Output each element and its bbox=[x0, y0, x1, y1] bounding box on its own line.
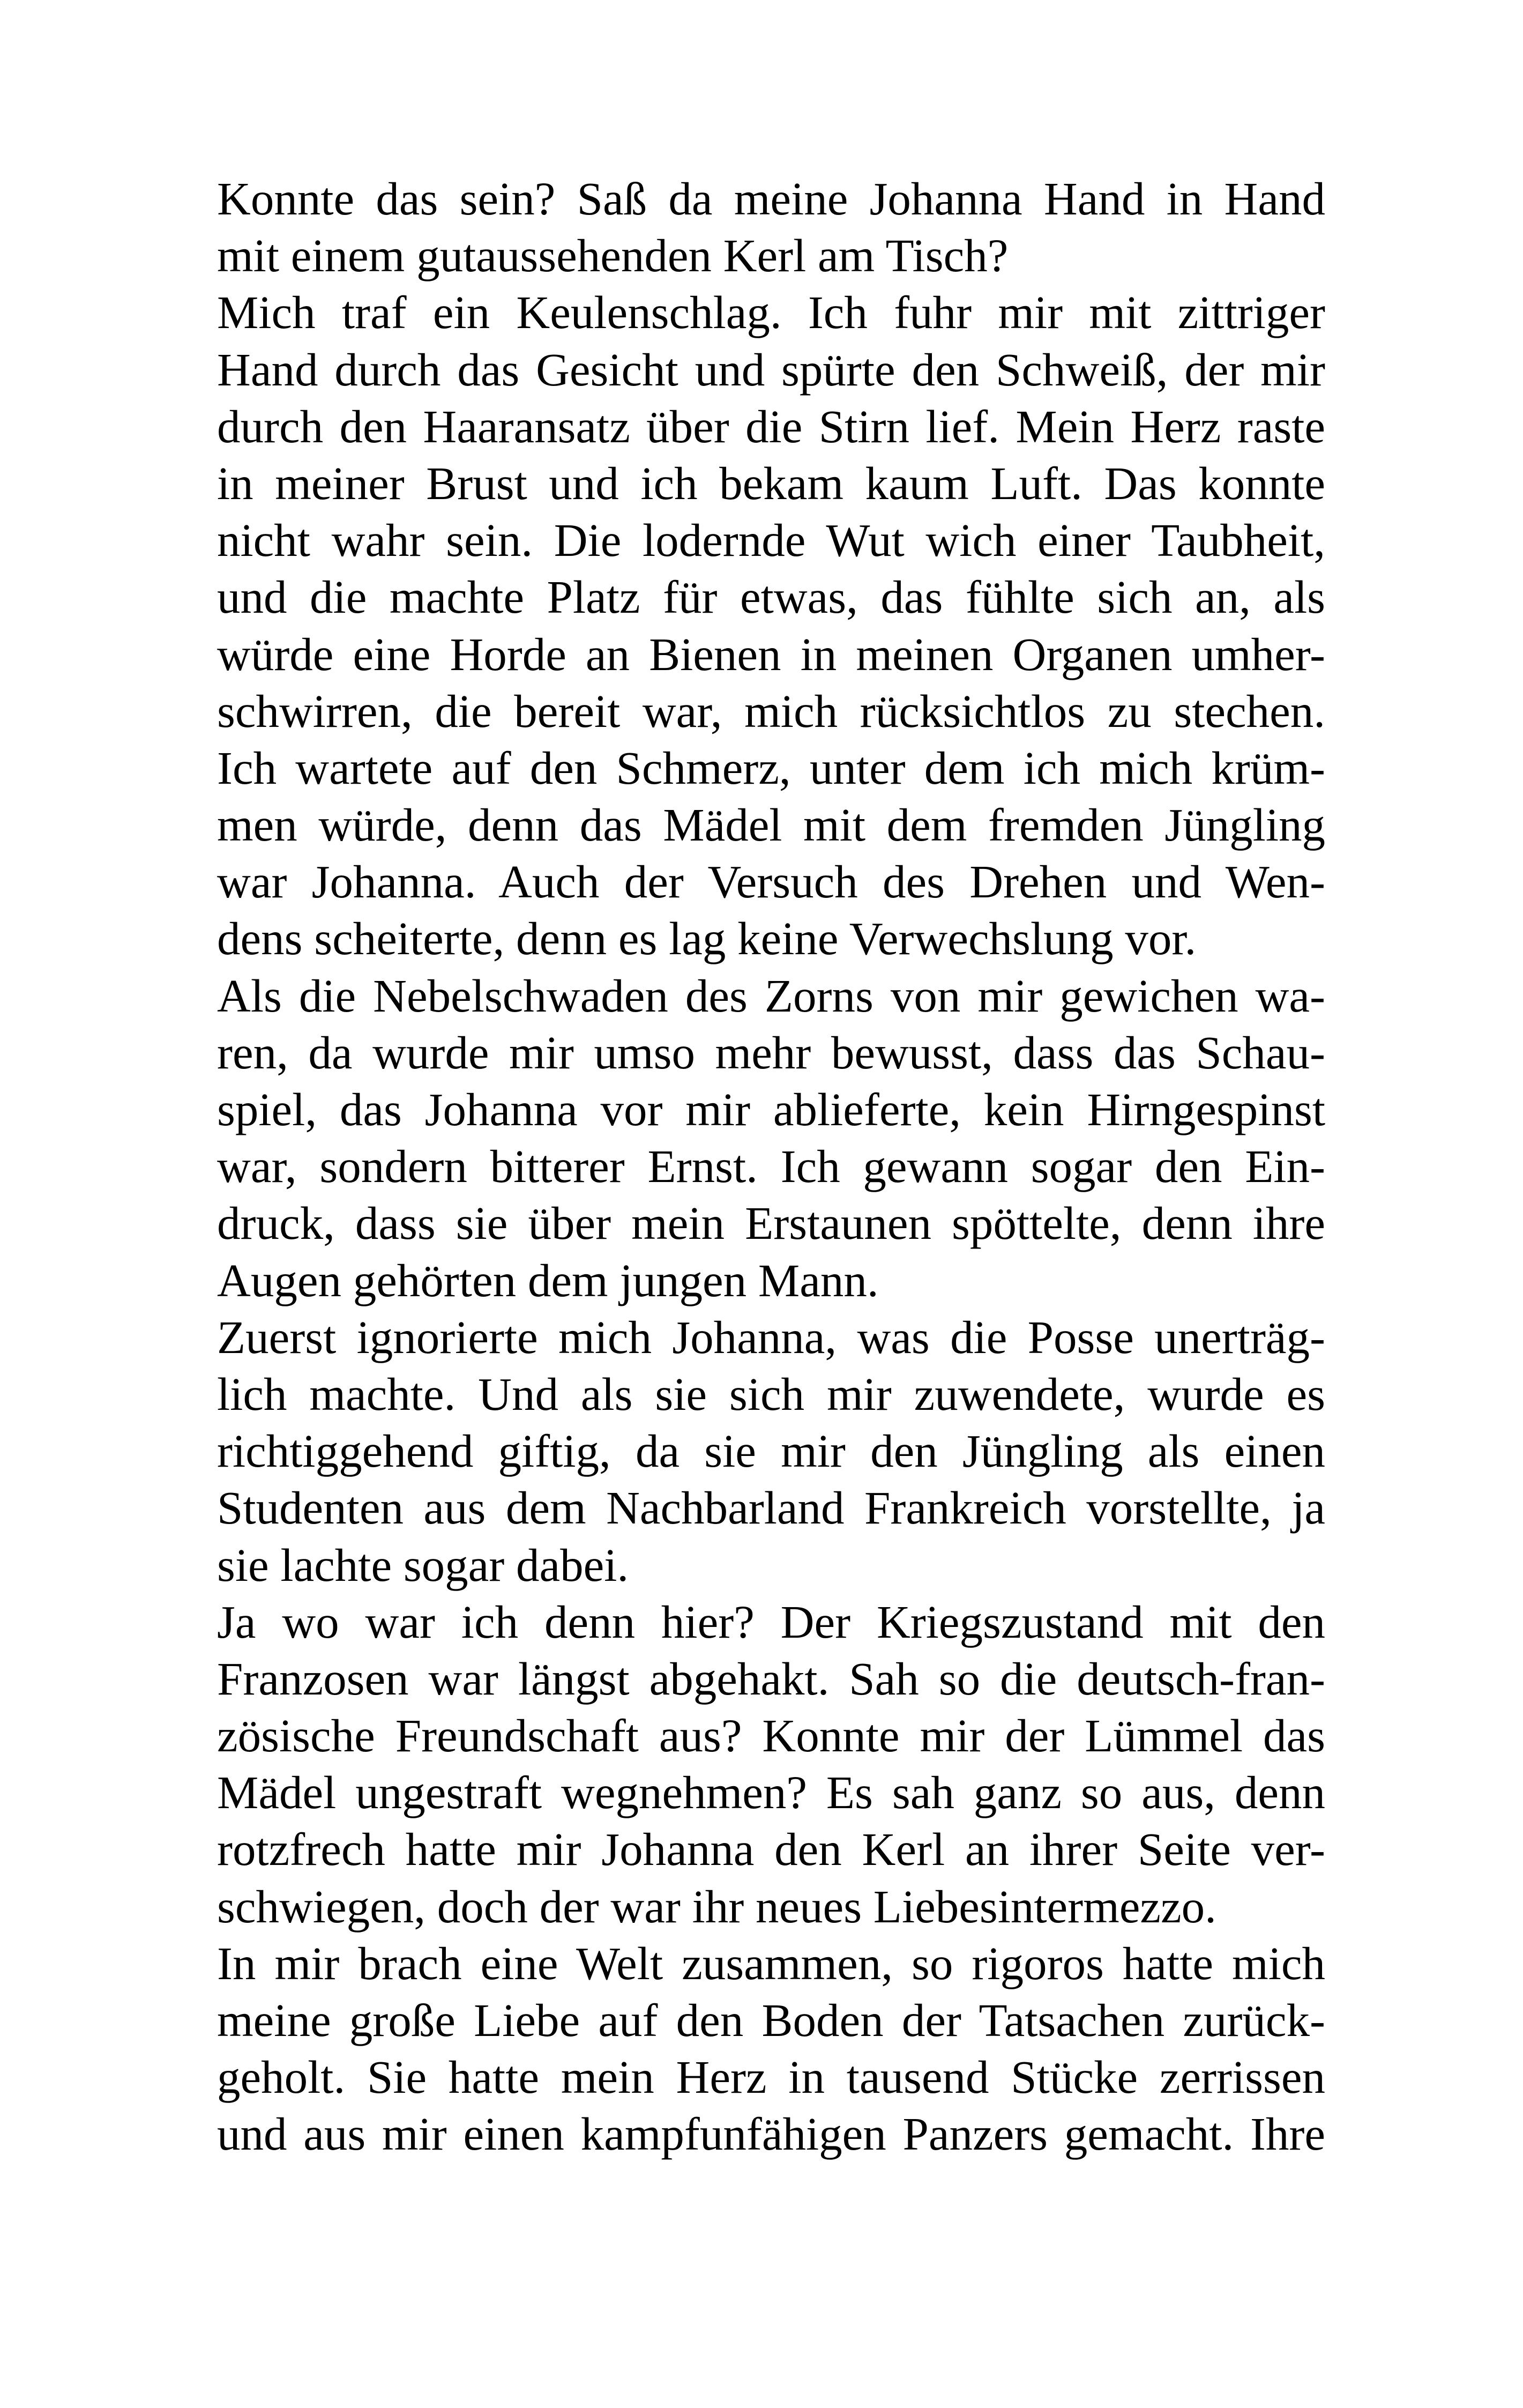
paragraph bbox=[217, 284, 1325, 967]
paragraph bbox=[217, 1309, 1325, 1594]
text-line: In mir brach eine Welt zusammen, so rigoros hatte mich bbox=[217, 1937, 1325, 1989]
text-line: richtiggehend giftig, da sie mir den Jüngling als einen bbox=[217, 1425, 1325, 1477]
text-line: rotzfrech hatte mir Johanna den Kerl an ihrer Seite ver- bbox=[217, 1823, 1325, 1876]
paragraph bbox=[217, 968, 1325, 1309]
text-line: würde eine Horde an Bienen in meinen Organen umher- bbox=[217, 628, 1325, 680]
text-line: druck, dass sie über mein Erstaunen spöttelte, denn ihre bbox=[217, 1197, 1325, 1250]
text-line: Hand durch das Gesicht und spürte den Schweiß, der mir bbox=[217, 343, 1325, 396]
text-line: Franzosen war längst abgehakt. Sah so die deutsch-fran- bbox=[217, 1652, 1325, 1705]
text-line: ren, da wurde mir umso mehr bewusst, dass das Schau- bbox=[217, 1026, 1325, 1079]
text-line: men würde, denn das Mädel mit dem fremden Jüngling bbox=[217, 799, 1325, 851]
text-line: geholt. Sie hatte mein Herz in tausend Stücke zerrissen bbox=[217, 2051, 1325, 2104]
text-line: lich machte. Und als sie sich mir zuwendete, wurde es bbox=[217, 1367, 1325, 1420]
text-line: Augen gehörten dem jungen Mann. bbox=[217, 1254, 879, 1306]
text-line: Zuerst ignorierte mich Johanna, was die Posse unerträg- bbox=[217, 1311, 1325, 1363]
text-line: Konnte das sein? Saß da meine Johanna Hand in Hand bbox=[217, 173, 1325, 225]
text-line: war Johanna. Auch der Versuch des Drehen und Wen- bbox=[217, 856, 1325, 908]
text-line: schwiegen, doch der war ihr neues Liebesintermezzo. bbox=[217, 1880, 1216, 1933]
paragraph bbox=[217, 1935, 1325, 2163]
text-line: Ja wo war ich denn hier? Der Kriegszustand mit den bbox=[217, 1595, 1325, 1648]
paragraph bbox=[217, 1594, 1325, 1935]
text-line: sie lachte sogar dabei. bbox=[217, 1539, 629, 1591]
text-line: schwirren, die bereit war, mich rücksichtlos zu stechen. bbox=[217, 685, 1325, 737]
text-line: Studenten aus dem Nachbarland Frankreich vorstellte, ja bbox=[217, 1482, 1325, 1534]
text-line: dens scheiterte, denn es lag keine Verwechslung vor. bbox=[217, 912, 1197, 965]
text-line: Ich wartete auf den Schmerz, unter dem ich mich krüm- bbox=[217, 741, 1325, 794]
text-line: Als die Nebelschwaden des Zorns von mir gewichen wa- bbox=[217, 969, 1325, 1022]
text-line: durch den Haaransatz über die Stirn lief. Mein Herz raste bbox=[217, 400, 1325, 452]
page-body-text bbox=[217, 170, 1325, 2163]
text-line: in meiner Brust und ich bekam kaum Luft. Das konnte bbox=[217, 457, 1325, 509]
text-line: nicht wahr sein. Die lodernde Wut wich einer Taubheit, bbox=[217, 514, 1325, 567]
text-line: mit einem gutaussehenden Kerl am Tisch? bbox=[217, 229, 1009, 282]
text-line: meine große Liebe auf den Boden der Tatsachen zurück- bbox=[217, 1994, 1325, 2046]
text-line: und aus mir einen kampfunfähigen Panzers gemacht. Ihre bbox=[217, 2108, 1325, 2160]
text-line: Mich traf ein Keulenschlag. Ich fuhr mir mit zittriger bbox=[217, 286, 1325, 339]
paragraph bbox=[217, 170, 1325, 284]
text-line: Mädel ungestraft wegnehmen? Es sah ganz so aus, denn bbox=[217, 1766, 1325, 1819]
text-line: war, sondern bitterer Ernst. Ich gewann sogar den Ein- bbox=[217, 1140, 1325, 1193]
text-line: zösische Freundschaft aus? Konnte mir der Lümmel das bbox=[217, 1710, 1325, 1762]
text-line: und die machte Platz für etwas, das fühlte sich an, als bbox=[217, 571, 1325, 623]
text-line: spiel, das Johanna vor mir ablieferte, kein Hirngespinst bbox=[217, 1083, 1325, 1135]
